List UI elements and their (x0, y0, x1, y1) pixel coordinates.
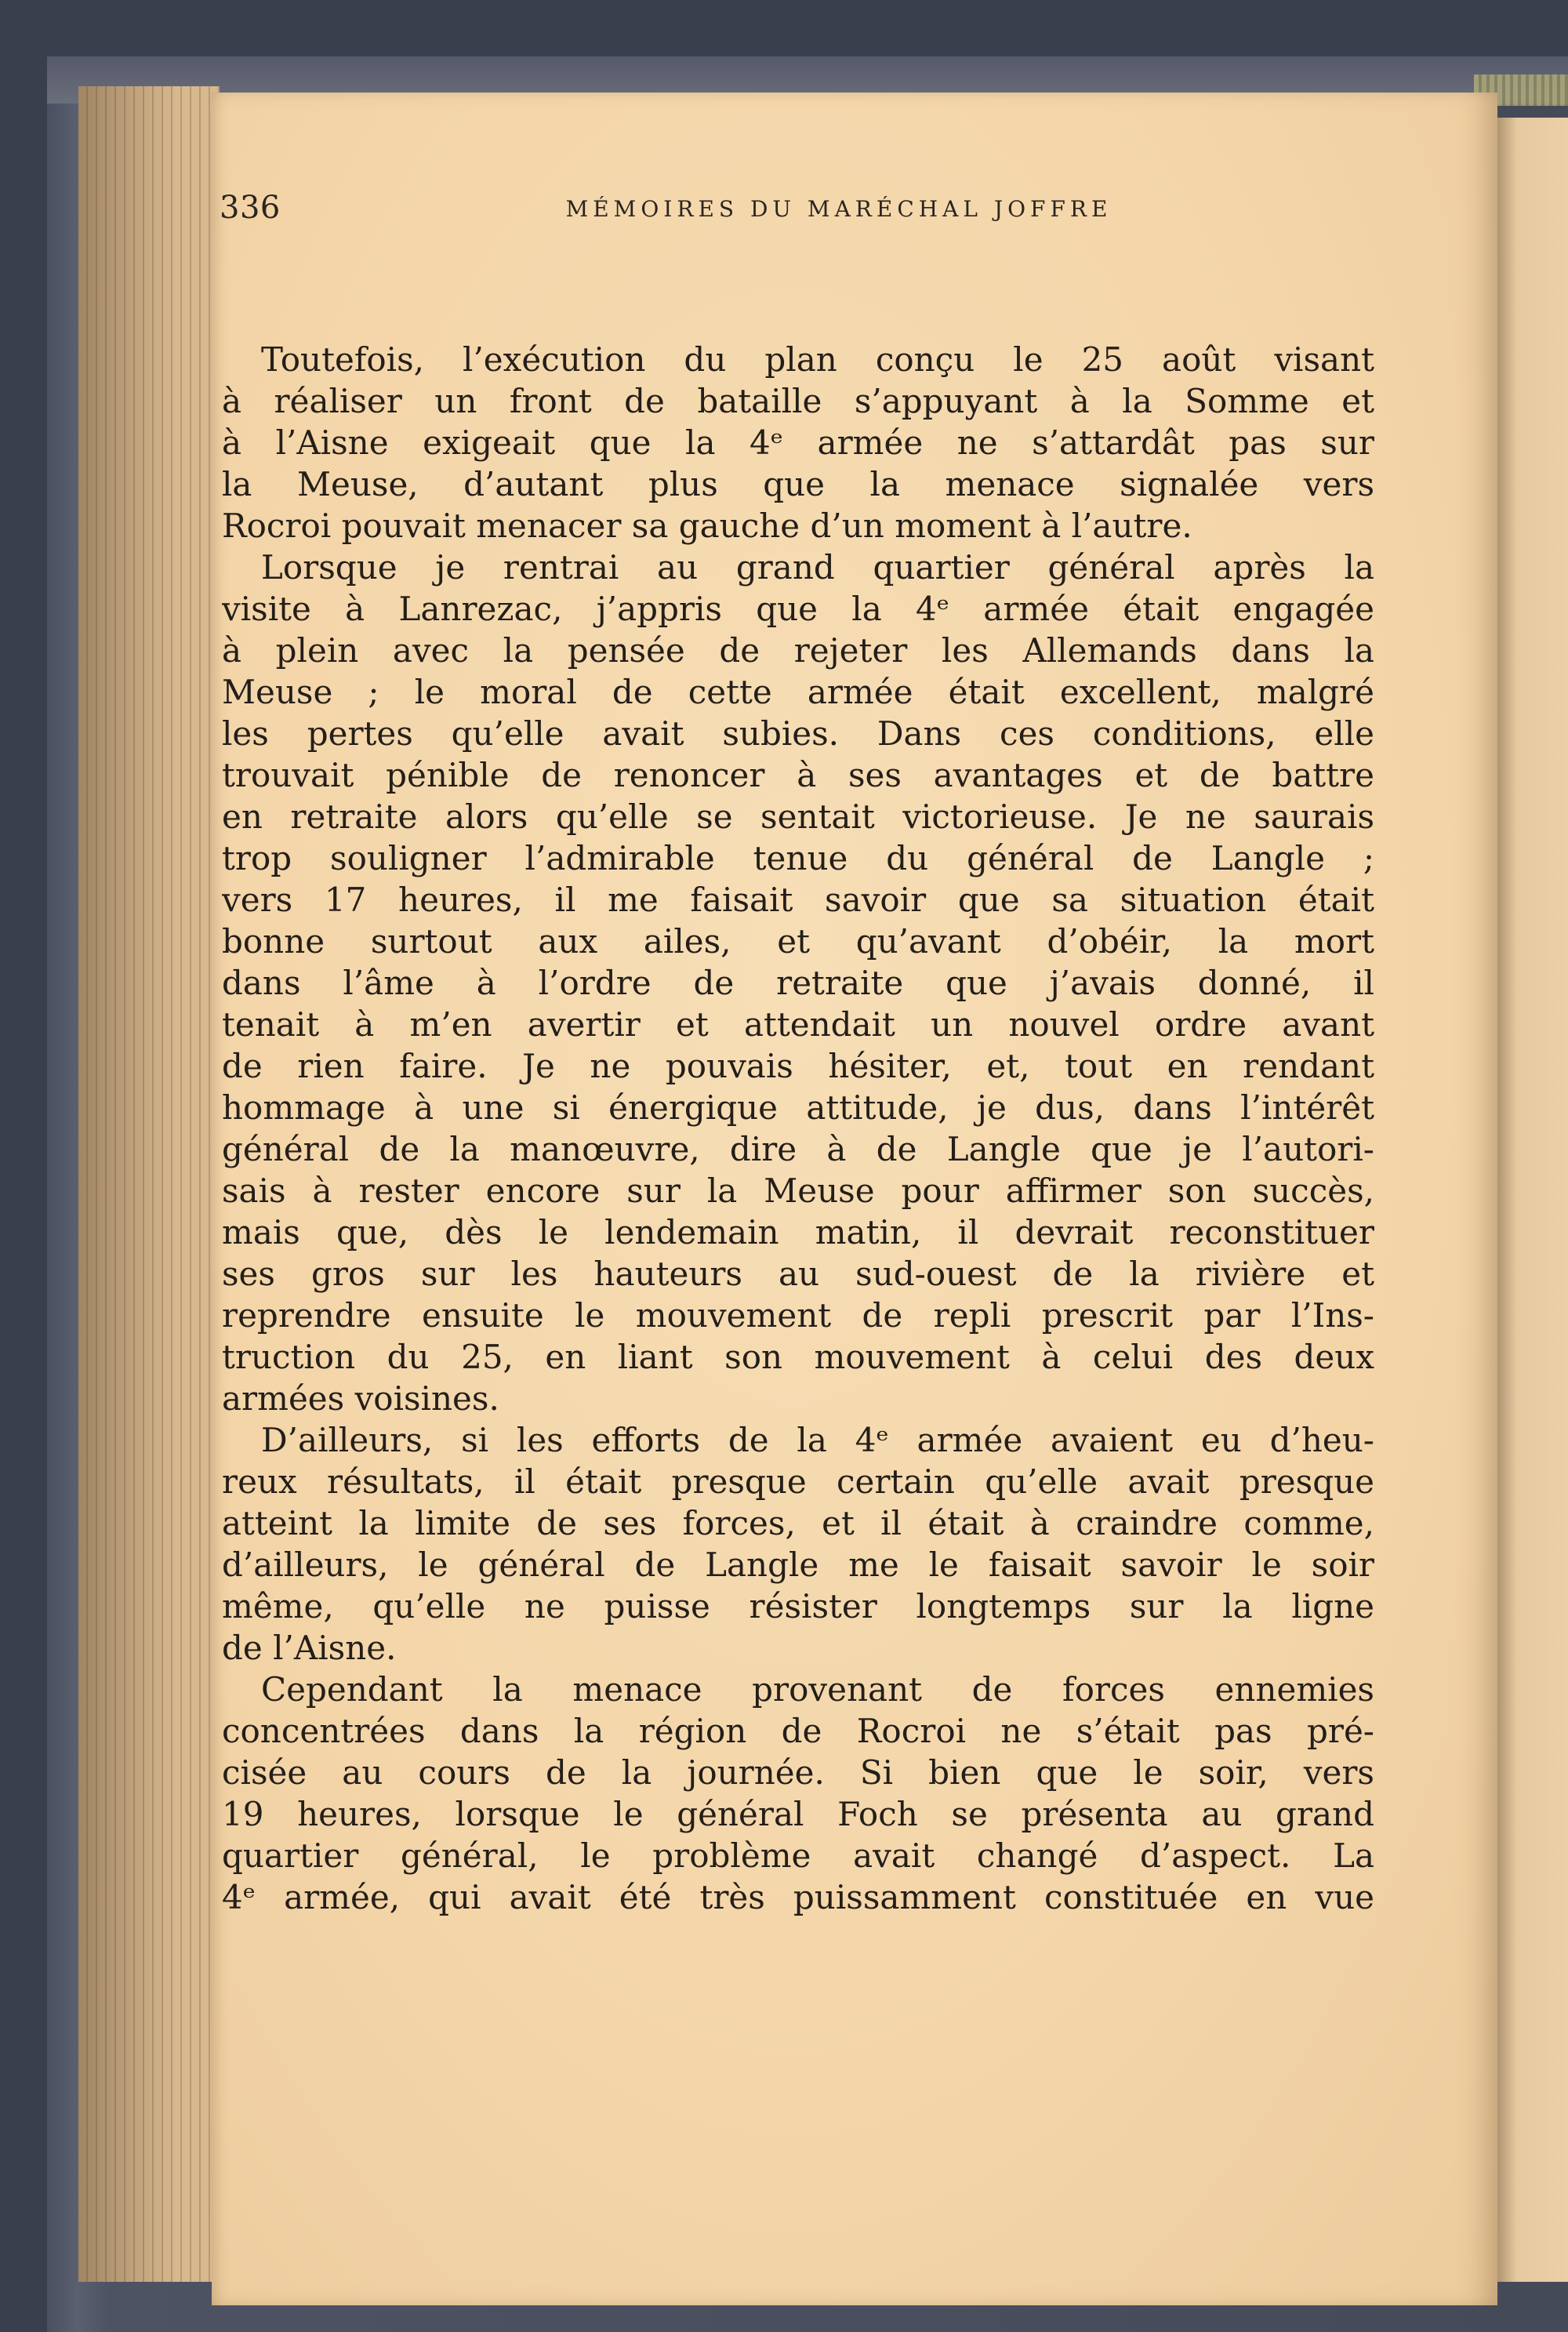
text-line: reux résultats, il était presque certain qu’elle avait presque (222, 1462, 1374, 1501)
text-line: en retraite alors qu’elle se sentait victorieuse. Je ne saurais (222, 797, 1374, 836)
text-line: mais que, dès le lendemain matin, il devrait reconstituer (222, 1213, 1374, 1251)
text-line: vers 17 heures, il me faisait savoir que sa situation était (222, 881, 1374, 919)
text-line: Meuse ; le moral de cette armée était excellent, malgré (222, 673, 1374, 711)
text-line: 4ᵉ armée, qui avait été très puissamment constituée en vue (222, 1878, 1374, 1916)
text-line: à l’Aisne exigeait que la 4ᵉ armée ne s’attardât pas sur (222, 423, 1374, 462)
text-line: quartier général, le problème avait changé d’aspect. La (222, 1836, 1374, 1875)
page-header (220, 190, 1380, 237)
text-line: Lorsque je rentrai au grand quartier général après la (261, 548, 1374, 587)
text-line: visite à Lanrezac, j’appris que la 4ᵉ armée était engagée (222, 590, 1374, 628)
adjacent-page (1490, 118, 1568, 2282)
text-line: les pertes qu’elle avait subies. Dans ces conditions, elle (222, 714, 1374, 753)
text-line: trop souligner l’admirable tenue du général de Langle ; (222, 839, 1374, 877)
text-line: ses gros sur les hauteurs au sud-ouest de la rivière et (222, 1255, 1374, 1293)
text-line: général de la manœuvre, dire à de Langle que je l’autori- (222, 1130, 1374, 1168)
text-line: reprendre ensuite le mouvement de repli prescrit par l’Ins- (222, 1296, 1374, 1335)
text-line: 19 heures, lorsque le général Foch se présenta au grand (222, 1795, 1374, 1833)
text-line: hommage à une si énergique attitude, je dus, dans l’intérêt (222, 1088, 1374, 1127)
page-edges-shadow (78, 86, 220, 2282)
body-text (222, 339, 1374, 1918)
text-line: bonne surtout aux ailes, et qu’avant d’obéir, la mort (222, 922, 1374, 961)
text-line: dans l’âme à l’ordre de retraite que j’avais donné, il (222, 964, 1374, 1002)
text-line: truction du 25, en liant son mouvement à celui des deux (222, 1338, 1374, 1376)
text-line: atteint la limite de ses forces, et il était à craindre comme, (222, 1504, 1374, 1542)
text-line: la Meuse, d’autant plus que la menace signalée vers (222, 465, 1374, 503)
running-title: MÉMOIRES DU MARÉCHAL JOFFRE (565, 196, 1112, 222)
text-line: de l’Aisne. (222, 1629, 397, 1667)
text-line: même, qu’elle ne puisse résister longtemps sur la ligne (222, 1587, 1374, 1625)
text-line: sais à rester encore sur la Meuse pour affirmer son succès, (222, 1171, 1374, 1210)
text-line: Cependant la menace provenant de forces ennemies (261, 1670, 1374, 1709)
text-line: armées voisines. (222, 1379, 499, 1418)
text-line: Toutefois, l’exécution du plan conçu le 25 août visant (261, 340, 1374, 379)
text-line: de rien faire. Je ne pouvais hésiter, et, tout en rendant (222, 1047, 1374, 1085)
page-number: 336 (220, 190, 281, 226)
text-line: à réaliser un front de bataille s’appuyant à la Somme et (222, 382, 1374, 420)
text-line: D’ailleurs, si les efforts de la 4ᵉ armée avaient eu d’heu- (261, 1421, 1374, 1459)
text-line: cisée au cours de la journée. Si bien que le soir, vers (222, 1753, 1374, 1792)
text-line: d’ailleurs, le général de Langle me le faisait savoir le soir (222, 1546, 1374, 1584)
text-line: à plein avec la pensée de rejeter les Allemands dans la (222, 631, 1374, 670)
text-line: Rocroi pouvait menacer sa gauche d’un moment à l’autre. (222, 507, 1192, 545)
text-line: concentrées dans la région de Rocroi ne s’était pas pré- (222, 1712, 1374, 1750)
text-line: trouvait pénible de renoncer à ses avantages et de battre (222, 756, 1374, 794)
text-line: tenait à m’en avertir et attendait un nouvel ordre avant (222, 1005, 1374, 1044)
